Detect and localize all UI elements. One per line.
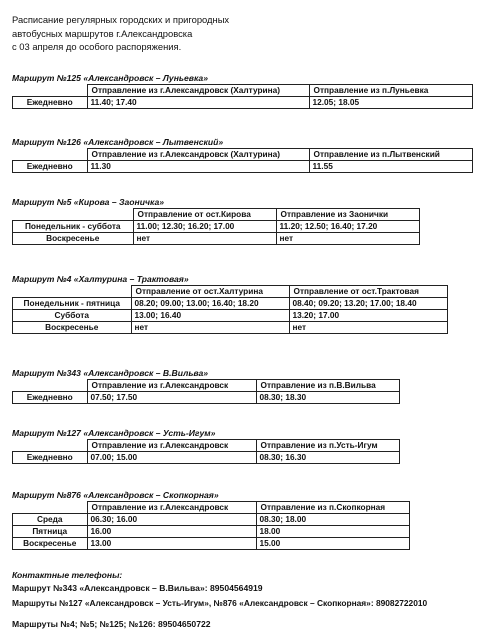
time-cell: 07.50; 17.50 [87,392,256,404]
day-cell: Пятница [13,526,88,538]
time-cell: 11.20; 12.50; 16.40; 17.20 [276,221,419,233]
day-cell: Ежедневно [13,392,88,404]
time-cell: 13.20; 17.00 [289,310,447,322]
time-cell: 18.00 [256,526,409,538]
column-header: Отправление от ост.Трактовая [289,286,447,298]
day-cell: Ежедневно [13,452,88,464]
table-row [13,221,420,233]
column-header: Отправление из г.Александровск (Халтурина) [87,149,309,161]
day-cell: Ежедневно [13,97,88,109]
contact-line: Маршруты №4; №5; №125; №126: 89504650722 [12,619,211,629]
table-row [13,526,410,538]
column-header: Отправление из п.Луньевка [309,85,472,97]
time-cell: 13.00 [87,538,256,550]
time-cell: 12.05; 18.05 [309,97,472,109]
intro-line-2: автобусных маршрутов г.Александровска [12,27,193,39]
route-title: Маршрут №127 «Александровск – Усть-Игум» [12,428,216,438]
empty-cell [13,380,88,392]
day-cell: Ежедневно [13,161,88,173]
route-876-section [12,490,410,550]
schedule-table [12,84,473,109]
route-title: Маршрут №126 «Александровск – Лытвенский» [12,137,224,147]
empty-cell [13,440,88,452]
column-header: Отправление из г.Александровск (Халтурина) [87,85,309,97]
time-cell: 08.20; 09.00; 13.00; 16.40; 18.20 [131,298,289,310]
schedule-table [12,285,448,334]
table-header-row [13,502,410,514]
empty-cell [13,85,88,97]
day-cell: Воскресенье [13,322,132,334]
time-cell: 11.55 [309,161,472,173]
column-header: Отправление от ост.Кирова [133,209,276,221]
column-header: Отправление из г.Александровск [87,380,256,392]
table-row [13,322,448,334]
column-header: Отправление из п.Лытвенский [309,149,472,161]
table-row [13,392,400,404]
route-126-section [12,137,473,173]
empty-cell [13,502,88,514]
schedule-table [12,379,400,404]
table-header-row [13,209,420,221]
route-4-section [12,274,448,334]
route-title: Маршрут №5 «Кирова – Заоничка» [12,197,165,207]
schedule-table [12,148,473,173]
table-header-row [13,286,448,298]
route-127-section [12,428,400,464]
table-row [13,310,448,322]
empty-cell [13,286,132,298]
route-125-section [12,73,473,109]
contacts-block [12,569,427,632]
route-title: Маршрут №343 «Александровск – В.Вильва» [12,368,209,378]
day-cell: Понедельник - пятница [13,298,132,310]
table-header-row [13,440,400,452]
table-row [13,161,473,173]
table-row [13,514,410,526]
table-header-row [13,85,473,97]
time-cell: 08.30; 18.30 [256,392,399,404]
intro-line-1: Расписание регулярных городских и пригородных [12,14,230,25]
day-cell: Суббота [13,310,132,322]
table-row [13,97,473,109]
column-header: Отправление из п.В.Вильва [256,380,399,392]
schedule-table [12,208,420,245]
day-cell: Воскресенье [13,538,88,550]
contact-line: Маршруты №127 «Александровск – Усть-Игум», №876 «Александровск – Скопкорная»: 89082722010 [12,598,428,608]
contact-line: Маршрут №343 «Александровск – В.Вильва»: 89504564919 [12,583,263,593]
table-row [13,298,448,310]
time-cell: нет [131,322,289,334]
time-cell: 15.00 [256,538,409,550]
route-title: Маршрут №876 «Александровск – Скопкорная» [12,490,219,500]
time-cell: 08.30; 18.00 [256,514,409,526]
time-cell: 08.40; 09.20; 13.20; 17.00; 18.40 [289,298,447,310]
table-header-row [13,380,400,392]
column-header: Отправление из Заонички [276,209,419,221]
time-cell: 11.40; 17.40 [87,97,309,109]
column-header: Отправление из п.Усть-Игум [256,440,399,452]
time-cell: 07.00; 15.00 [87,452,256,464]
time-cell: 06.30; 16.00 [87,514,256,526]
empty-cell [13,209,134,221]
day-cell: Понедельник - суббота [13,221,134,233]
empty-cell [13,149,88,161]
column-header: Отправление от ост.Халтурина [131,286,289,298]
time-cell: 13.00; 16.40 [131,310,289,322]
table-row [13,233,420,245]
schedule-table [12,439,400,464]
day-cell: Воскресенье [13,233,134,245]
time-cell: нет [289,322,447,334]
time-cell: нет [276,233,419,245]
intro-line-3: с 03 апреля до особого распоряжения. [12,41,182,53]
route-title: Маршрут №4 «Халтурина – Трактовая» [12,274,189,284]
time-cell: 11.00; 12.30; 16.20; 17.00 [133,221,276,233]
column-header: Отправление из г.Александровск [87,502,256,514]
column-header: Отправление из п.Скопкорная [256,502,409,514]
table-header-row [13,149,473,161]
contacts-title: Контактные телефоны: [12,570,123,580]
day-cell: Среда [13,514,88,526]
table-row [13,452,400,464]
schedule-table [12,501,410,550]
intro-text [12,13,229,54]
time-cell: 16.00 [87,526,256,538]
route-title: Маршрут №125 «Александровск – Луньевка» [12,73,208,83]
time-cell: 11.30 [87,161,309,173]
time-cell: 08.30; 16.30 [256,452,399,464]
column-header: Отправление из г.Александровск [87,440,256,452]
time-cell: нет [133,233,276,245]
route-5-section [12,197,420,245]
table-row [13,538,410,550]
route-343-section [12,368,400,404]
